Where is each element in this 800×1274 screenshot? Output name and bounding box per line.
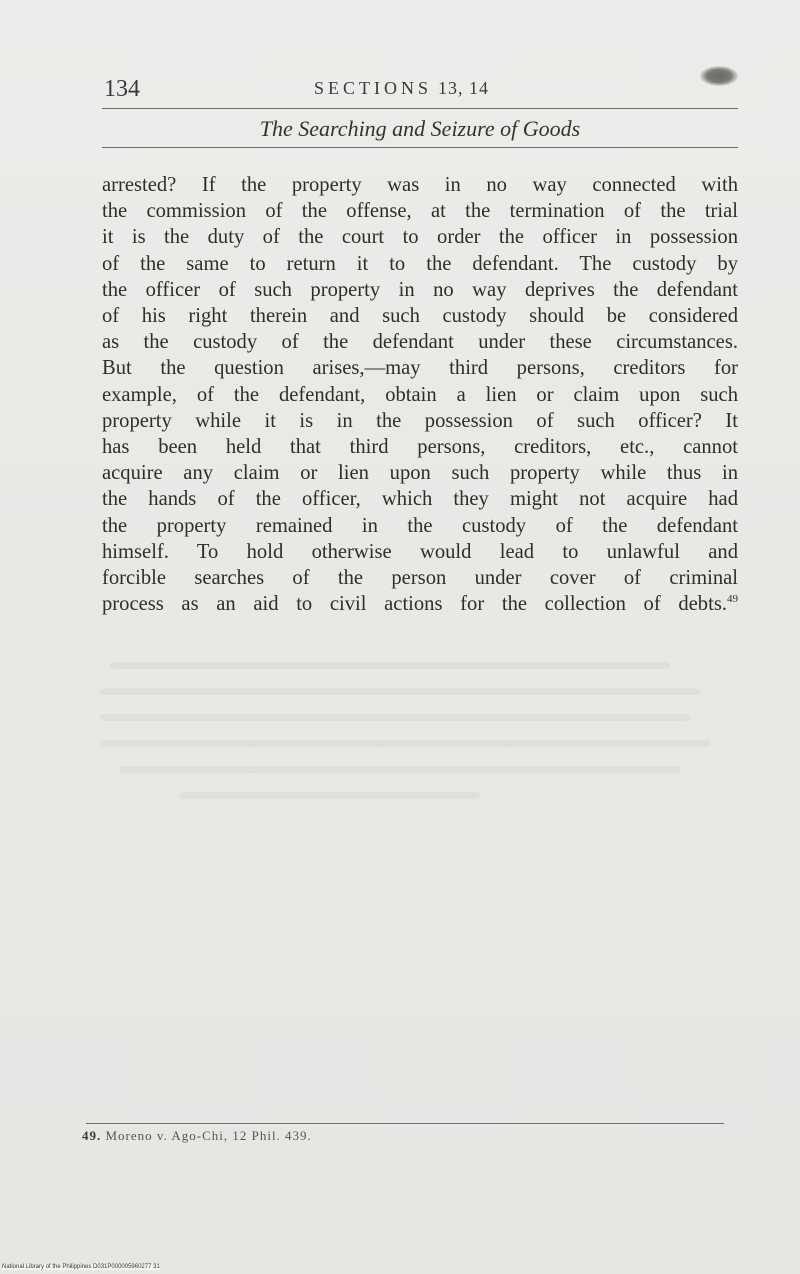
bleed-through [100,740,710,747]
last-line-text: process as an aid to civil actions for the collection of debts. [102,593,727,616]
footnote-text: Moreno v. Ago-Chi, 12 Phil. 439. [105,1128,312,1143]
section-title: The Searching and Seizure of Goods [259,116,581,141]
section-title-rule [102,147,738,148]
text-line: the hands of the officer, which they might not acquire had [102,488,738,511]
text-line: as the custody of the defendant under these circumstances. [102,331,738,354]
footnote [82,1128,312,1144]
bleed-through [180,792,480,799]
bleed-through [110,662,670,669]
running-head-title: SECTIONS [314,78,433,98]
footnote-reference[interactable]: 49 [727,593,738,606]
text-line: has been held that third persons, creditors, etc., cannot [102,436,738,459]
bleed-through [100,688,700,695]
text-line: arrested? If the property was in no way connected with [102,174,738,196]
library-watermark: National Library of the Philippines D031P000005960277 31 [2,1264,160,1270]
text-line: property while it is in the possession of such officer? It [102,409,738,432]
text-line: forcible searches of the person under cover of criminal [102,567,738,590]
text-line: of his right therein and such custody should be considered [102,305,738,328]
text-line: But the question arises,—may third persons, creditors for [102,357,738,380]
running-head-numbers: 13, 14 [438,78,490,98]
text-line: it is the duty of the court to order the officer in possession [102,226,738,249]
bleed-through [120,766,680,773]
text-line: the commission of the offense, at the termination of the trial [102,200,738,223]
page-number: 134 [104,76,140,102]
text-line: the officer of such property in no way deprives the defendant [102,278,738,301]
bleed-through [100,714,690,721]
text-line: the property remained in the custody of the defendant [102,514,738,537]
text-line: himself. To hold otherwise would lead to unlawful and [102,540,738,563]
body-paragraph [102,172,738,617]
ink-blot [700,66,738,86]
text-line: example, of the defendant, obtain a lien or claim upon such [102,383,738,406]
footnote-number: 49. [82,1128,102,1143]
footnote-rule [86,1123,724,1124]
running-head [314,78,489,99]
text-line-last [102,591,738,617]
text-line: acquire any claim or lien upon such property while thus in [102,462,738,485]
header-rule [102,108,738,109]
text-line: of the same to return it to the defendant. The custody by [102,252,738,275]
